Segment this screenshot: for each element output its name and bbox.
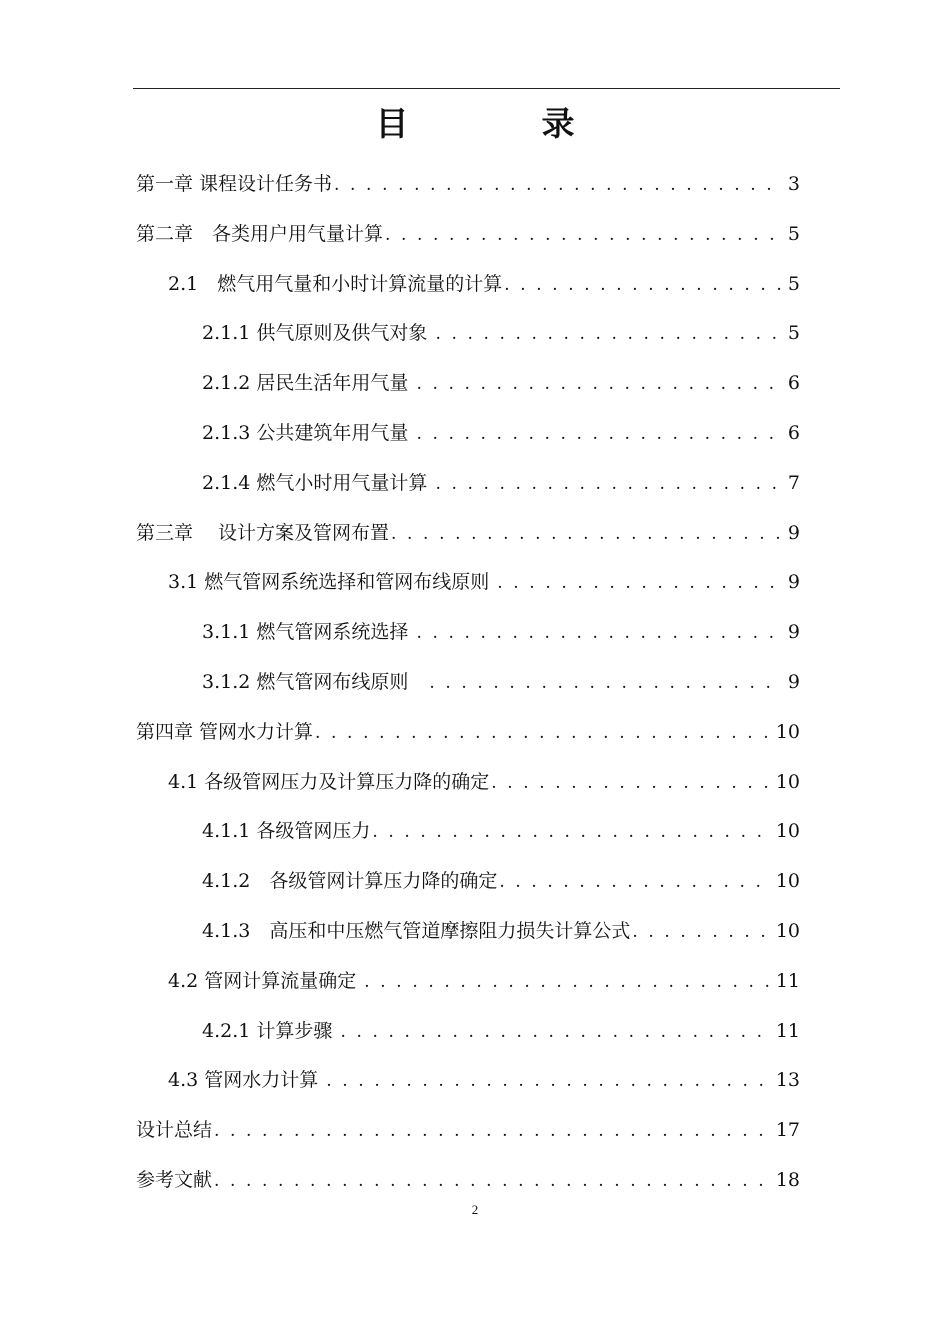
toc-entry[interactable] (0, 658, 950, 708)
toc-leader (334, 161, 796, 211)
toc-leader (429, 659, 796, 709)
toc-leader (214, 1107, 796, 1157)
toc-entry-text: 4.1 各级管网压力及计算压力降的确定 (168, 770, 490, 793)
toc-entry[interactable] (0, 309, 950, 359)
toc-entry-page: 10 (770, 807, 800, 857)
toc-entry-page: 17 (770, 1106, 800, 1156)
toc-entry-text: 4.1.1 各级管网压力 (202, 820, 371, 843)
toc-entry-page: 5 (782, 210, 800, 260)
toc-entry-page: 10 (770, 907, 800, 957)
toc-entry[interactable] (0, 409, 950, 459)
toc-entry[interactable] (0, 558, 950, 608)
header-rule (133, 88, 840, 89)
toc-leader (364, 958, 796, 1008)
toc-entry[interactable] (0, 359, 950, 409)
toc-entry[interactable] (0, 708, 950, 758)
toc-entry[interactable] (0, 957, 950, 1007)
toc-entry[interactable] (0, 260, 950, 310)
toc-entry-text: 设计总结 (136, 1119, 213, 1142)
toc-entry[interactable] (0, 907, 950, 957)
toc-entry-page: 9 (782, 608, 800, 658)
toc-leader (315, 709, 796, 759)
toc-list (0, 160, 950, 1206)
toc-entry-page: 10 (770, 758, 800, 808)
toc-title: 目 录 (375, 104, 625, 143)
toc-entry-text: 4.1.3 高压和中压燃气管道摩擦阻力损失计算公式 (202, 919, 631, 942)
toc-entry-text: 3.1.1 燃气管网系统选择 (202, 621, 415, 644)
toc-leader (435, 460, 796, 510)
toc-entry-page: 7 (782, 459, 800, 509)
toc-entry-text: 4.1.2 各级管网计算压力降的确定 (202, 870, 498, 893)
toc-entry-page: 6 (782, 359, 800, 409)
toc-entry-text: 2.1 燃气用气量和小时计算流量的计算 (168, 272, 503, 295)
toc-entry[interactable] (0, 160, 950, 210)
toc-leader (491, 759, 796, 809)
toc-entry-text: 4.2 管网计算流量确定 (168, 969, 363, 992)
toc-leader (416, 609, 796, 659)
toc-entry-page: 10 (770, 708, 800, 758)
toc-entry-page: 6 (782, 409, 800, 459)
toc-entry-text: 2.1.3 公共建筑年用气量 (202, 421, 415, 444)
toc-entry-text: 2.1.1 供气原则及供气对象 (202, 322, 434, 345)
toc-entry-text: 第一章 课程设计任务书 (136, 173, 333, 195)
toc-leader (391, 510, 796, 560)
toc-leader (385, 211, 796, 261)
toc-entry-page: 9 (782, 558, 800, 608)
toc-entry-text: 4.3 管网水力计算 (168, 1069, 325, 1092)
toc-entry-text: 2.1.4 燃气小时用气量计算 (202, 471, 434, 494)
toc-entry-page: 13 (770, 1056, 800, 1106)
toc-entry-text: 2.1.2 居民生活年用气量 (202, 372, 415, 395)
toc-leader (497, 559, 796, 609)
toc-entry-page: 5 (782, 260, 800, 310)
toc-entry[interactable] (0, 608, 950, 658)
toc-entry-page: 5 (782, 309, 800, 359)
toc-leader (435, 310, 796, 360)
toc-entry-page: 11 (770, 957, 800, 1007)
toc-entry-text: 3.1 燃气管网系统选择和管网布线原则 (168, 571, 496, 594)
toc-entry-page: 10 (770, 857, 800, 907)
toc-entry-text: 4.2.1 计算步骤 (202, 1019, 339, 1042)
toc-leader (416, 360, 796, 410)
toc-leader (340, 1008, 796, 1058)
toc-entry-text: 3.1.2 燃气管网布线原则 (202, 670, 428, 693)
toc-leader (499, 858, 796, 908)
toc-entry-page: 3 (782, 160, 800, 210)
toc-entry-page: 9 (782, 658, 800, 708)
toc-entry-text: 第二章 各类用户用气量计算 (136, 222, 384, 245)
toc-entry-text: 第四章 管网水力计算 (136, 720, 314, 743)
toc-entry[interactable] (0, 807, 950, 857)
toc-entry[interactable] (0, 857, 950, 907)
toc-entry-page: 9 (782, 509, 800, 559)
page-number: 2 (471, 1202, 479, 1217)
toc-leader (214, 1157, 796, 1207)
toc-entry-page: 11 (770, 1007, 800, 1057)
toc-leader (416, 410, 796, 460)
toc-entry[interactable] (0, 509, 950, 559)
toc-entry[interactable] (0, 210, 950, 260)
toc-entry[interactable] (0, 1106, 950, 1156)
toc-leader (504, 261, 796, 311)
toc-leader (326, 1057, 796, 1107)
toc-entry-text: 参考文献 (136, 1168, 213, 1191)
toc-entry-text: 第三章 设计方案及管网布置 (136, 521, 390, 544)
toc-entry[interactable] (0, 459, 950, 509)
toc-entry-page: 18 (770, 1156, 800, 1206)
toc-entry[interactable] (0, 1056, 950, 1106)
toc-leader (372, 808, 796, 858)
toc-entry[interactable] (0, 1156, 950, 1206)
toc-entry[interactable] (0, 758, 950, 808)
toc-entry[interactable] (0, 1007, 950, 1057)
